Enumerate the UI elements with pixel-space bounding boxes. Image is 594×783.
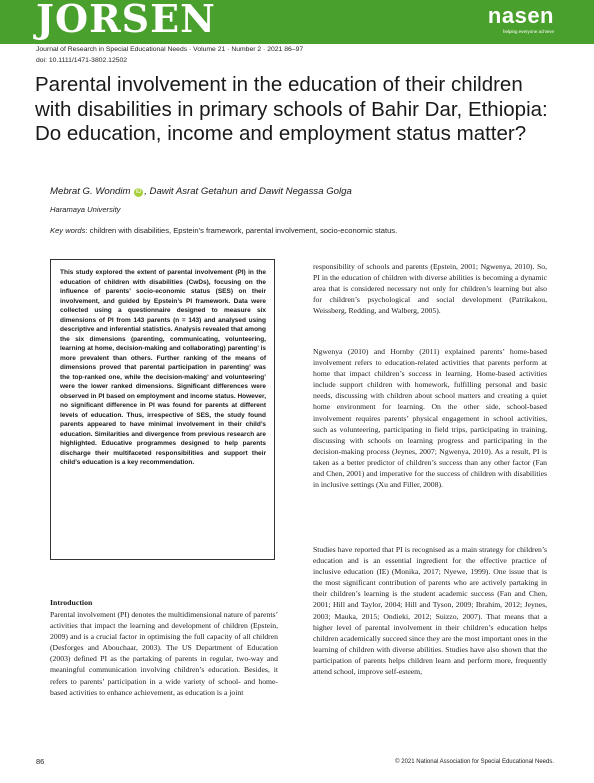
journal-citation: Journal of Research in Special Educational Needs · Volume 21 · Number 2 · 2021 86–97	[36, 46, 304, 53]
introduction-paragraph: Parental involvement (PI) denotes the multidimensional nature of parents’ activities that impact the learning and development of children (Epstein, 2009) and is a crucial factor in optimising the full capacity of all children (Desforges and Abouchaar, 2003). The US Department of Education (2003) defined PI as the partaking of parents in regular, two-way and meaningful communication involving children’s education. Besides, it refers to parents’ participation in a wide variety of school- and home-based activities to enhance achievement, as education is a joint	[50, 610, 279, 697]
page-number: 86	[36, 757, 45, 766]
author-others: , Dawit Asrat Getahun and Dawit Negassa Golga	[144, 186, 352, 197]
keywords	[50, 226, 397, 236]
body-paragraph-2: Ngwenya (2010) and Hornby (2011) explained parents’ home-based involvement refers to education-related activities that parents perform at home that impact children’s success in learning. Home-based activities include support children with homework, fulfilling personal and basic needs, discussing with children about school matters and creating a quiet home environment for learning. On the other side, school-based involvement requires parents’ physical engagement in school activities, such as volunteering, participating in field trips, participating in training, discussing with schools on learning progress and participating in the decision-making process (Jeynes, 2007; Ngwenya, 2010). As a result, PI is taken as a better predictor of children’s success than any other factor (Fan and Chen, 2001) and imperative for the success of children with disabilities in inclusive settings (Xu and Filler, 2008).	[313, 347, 547, 490]
publisher-logo: nasen	[487, 3, 554, 28]
body-paragraph-3: Studies have reported that PI is recognised as a main strategy for children’s education and is an essential ingredient for the effective practice of inclusive education (IE) (Monika, 2017; Nyewe, 1999). One issue that is the most significant contribution of parents who are actively partaking in their children’s learning is the student academic success (Fan and Chen, 2001; Hill and Taylor, 2004; Hill and Tyson, 2009; Ibrahim, 2012; Jeynes, 2003; Mauka, 2015; Ondieki, 2012; Suizzo, 2007). That means that a higher level of parental involvement in their children’s education helps children academically succeed since they are the most important ones in the learning of children with diverse abilities. Studies have also shown that the participation of parents helps children learn and perform more, frequently attend school, improve self-esteem,	[313, 545, 547, 677]
orcid-icon[interactable]: iD	[135, 189, 142, 195]
publisher-tagline: helping everyone achieve	[502, 29, 554, 34]
abstract-text: This study explored the extent of parental involvement (PI) in the education of children with disabilities (CwDs), focusing on the influence of parents’ socio-economic status (SES) on their involvement, and guided by Epstein’s PI framework. Data were collected using a questionnaire designed to measure six dimensions of PI from 143 parents (n = 143) and analysed using descriptive and inferential statistics. Analysis revealed that among the six dimensions (parenting, communicating, volunteering, learning at home, decision-making and collaborating) parenting’ is more prevalent than others. Further ranking of the means of dimensions proved that parental participation in parenting’ was the top-ranked one, while the decision-making’ and volunteering’ were the lower ranked dimensions. Significant differences were observed in PI based on employment and income status. However, no significant difference in PI was found for parents at different levels of education. Thus, irrespective of SES, the study found parents appeared to have minimal involvement in their child’s education. Similarities and divergence from previous research are highlighted. Educative programmes designed to help parents discharge their multifaceted responsibilities and support their child’s education is a key recommendation.	[60, 269, 266, 466]
doi-line[interactable]: doi: 10.1111/1471-3802.12502	[36, 57, 128, 64]
journal-logo: JORSEN	[36, 0, 216, 41]
body-paragraph-1: responsibility of schools and parents (Epstein, 2001; Ngwenya, 2010). So, PI in the education of children with diverse abilities is becoming a dynamic area that is considered necessary not only for children’s learning but also for children’s psychological and social development (Patrikakou, Weissberg, Redding, and Walberg, 2005).	[313, 262, 547, 316]
article-title: Parental involvement in the education of their children with disabilities in primary schools of Bahir Dar, Ethiopia: Do education, income and employment status matter?	[35, 73, 548, 145]
keywords-label: Key words	[50, 226, 86, 235]
author-first[interactable]: Mebrat G. Wondim	[50, 186, 131, 197]
affiliation: Haramaya University	[50, 205, 121, 214]
journal-banner	[0, 0, 594, 44]
copyright-notice: © 2021 National Association for Special Educational Needs.	[395, 759, 554, 765]
author-list	[50, 185, 352, 198]
keywords-list: : children with disabilities, Epstein’s framework, parental involvement, socio-economic status.	[85, 226, 398, 235]
section-heading-introduction: Introduction	[50, 598, 93, 607]
